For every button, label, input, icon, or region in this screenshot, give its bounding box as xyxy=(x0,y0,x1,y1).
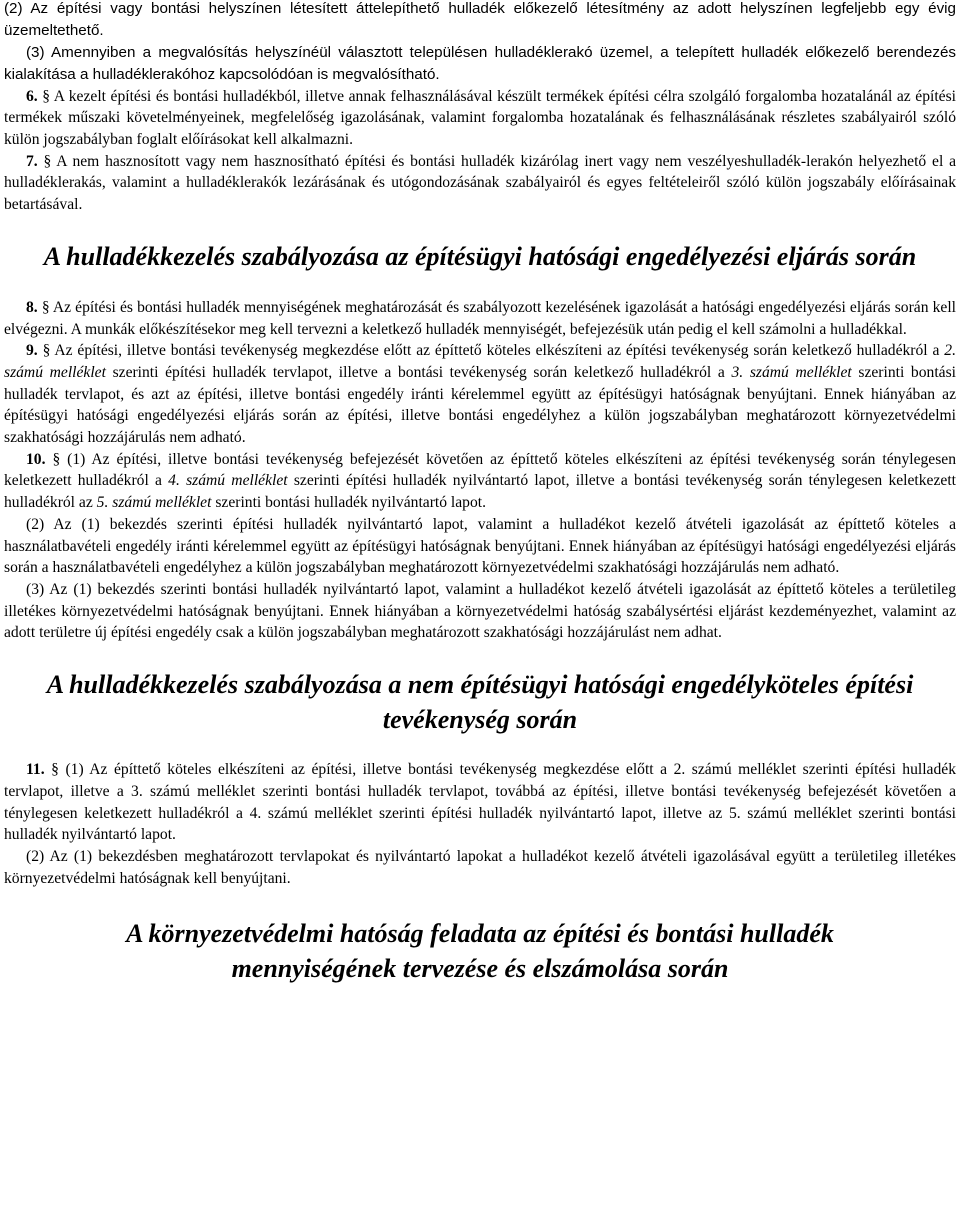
section-8 xyxy=(4,297,956,340)
section-sign: § xyxy=(51,761,59,779)
section-10-2: (2) Az (1) bekezdés szerinti építési hulladék nyilvántartó lapot, valamint a hulladékot kezelő átvételi igazolását az építtető köteles a használatbavételi engedély iránti kérelemmel együtt az építésügyi hatóságnak benyújtani. Ennek hiányában az építésügyi hatósági engedélyezési eljárás során a használatbavételi engedélyhez a külön jogszabályban meghatározott környezetvédelmi szakhatósági hozzájárulás nem adható. xyxy=(4,515,956,577)
section-text: Az építési és bontási hulladék mennyiségének meghatározását és szabályozott kezelésének igazolását a hatósági engedélyezési eljárás során kell elvégezni. A munkák előkészítésekor meg kell tervezni a keletkező hulladék mennyiségét, befejezésük után pedig el kell számolni a hulladékkal. xyxy=(4,298,957,338)
section-number: 11. xyxy=(26,761,45,779)
section-text: A kezelt építési és bontási hulladékból, illetve annak felhasználásával készült termékek építési célra szolgáló forgalomba hozatalánál az építési termékek műszaki követelményeinek, megfelelőség igazolásának, valamint forgalomba hozatalának és felhasználásának részletes szabályairól szóló külön jogszabályban foglalt előírásokat kell alkalmazni. xyxy=(4,87,956,149)
annex-reference: 2. számú melléklet xyxy=(4,342,956,381)
section-number: 8. xyxy=(26,298,38,316)
section-text: szerinti építési hulladék nyilvántartó lapot, illetve a bontási tevékenység során ténylegesen keletkezett hulladékról az xyxy=(4,472,956,512)
section-9 xyxy=(4,340,956,449)
section-7 xyxy=(4,151,956,216)
section-sign: § xyxy=(43,152,52,170)
section-sign: § xyxy=(41,298,50,316)
section-text: szerinti bontási hulladék nyilvántartó lapot. xyxy=(211,494,486,512)
section-number: 7. xyxy=(26,152,38,170)
section-text: A nem hasznosított vagy nem hasznosítható építési és bontási hulladék kizárólag inert vagy nem veszélyeshulladék-lerakón helyezhető el a hulladéklerakás, valamint a hulladéklerakók lezárásának és utógondozásának szabályairól és egyes feltételeiről szóló külön jogszabály előírásainak betartásával. xyxy=(4,152,956,214)
section-text: (1) Az építési, illetve bontási tevékenység befejezését követően az építtető köteles elkészíteni az építési tevékenység során ténylegesen keletkezett hulladékról a xyxy=(4,450,956,490)
annex-reference: 3. számú melléklet xyxy=(731,363,852,381)
section-text: szerinti építési hulladék tervlapot, illetve a bontási tevékenység során keletkező hulladékról a xyxy=(105,363,732,381)
section-6 xyxy=(4,86,956,151)
section-text: (1) Az építtető köteles elkészíteni az építési, illetve bontási tevékenység megkezdése előtt a 2. számú melléklet szerinti építési hulladék tervlapot, illetve a 3. számú melléklet szerinti bontási hulladék tervlapot, továbbá az építési, illetve bontási tevékenység befejezését követően a ténylegesen keletkezett hulladékról a 4. számú melléklet szerinti építési hulladék nyilvántartó lapot, illetve az 5. számú melléklet szerinti bontási hulladék nyilvántartó lapot. xyxy=(4,761,956,844)
heading-environmental-authority: A környezetvédelmi hatóság feladata az építési és bontási hulladék mennyiségének tervezése és elszámolása során xyxy=(126,919,834,984)
heading-permit-procedure: A hulladékkezelés szabályozása az építésügyi hatósági engedélyezési eljárás során xyxy=(43,241,917,271)
section-sign: § xyxy=(42,87,51,105)
section-sign: § xyxy=(52,450,61,468)
paragraph-5-3: (3) Amennyiben a megvalósítás helyszínéül választott településen hulladéklerakó üzemel, a telepített hulladék előkezelő berendezés kialakítása a hulladéklerakóhoz kapcsolódóan is megvalósítható. xyxy=(4,43,956,83)
heading-non-permit-activity: A hulladékkezelés szabályozása a nem építésügyi hatósági engedélyköteles építési tevékenység során xyxy=(46,670,914,735)
section-10-1 xyxy=(4,449,956,514)
section-10-3: (3) Az (1) bekezdés szerinti bontási hulladék nyilvántartó lapot, valamint a hulladékot kezelő átvételi igazolását az építtető köteles a területileg illetékes környezetvédelmi hatóságnak benyújtani. Ennek hiányában a környezetvédelmi hatóság szabálysértési eljárást kezdeményezhet, valamint az adott területre új építési engedély csak a külön jogszabályban meghatározott szakhatósági hozzájárulást nem adhat. xyxy=(4,580,956,642)
section-text: Az építési, illetve bontási tevékenység megkezdése előtt az építtető köteles elkészíteni az építési tevékenység során keletkező hulladékról a xyxy=(50,342,945,360)
section-number: 9. xyxy=(26,342,38,360)
section-11-2: (2) Az (1) bekezdésben meghatározott tervlapokat és nyilvántartó lapokat a hulladékot kezelő átvételi igazolásával együtt a területileg illetékes környezetvédelmi hatóságnak kell benyújtani. xyxy=(4,847,956,887)
section-11-1 xyxy=(4,759,956,846)
section-text: szerinti bontási hulladék tervlapot, és azt az építési, illetve bontási engedély iránti kérelemmel együtt az építésügyi hatóságnak benyújtani. Ennek hiányában az építésügyi hatósági engedélyezési eljárás során az építési, illetve bontási engedélyhez a külön jogszabályban meghatározott környezetvédelmi szakhatósági hozzájárulás nem adható. xyxy=(4,363,956,447)
paragraph-5-2: (2) Az építési vagy bontási helyszínen létesített áttelepíthető hulladék előkezelő létesítmény az adott helyszínen legfeljebb egy évig üzemeltethető. xyxy=(4,0,956,39)
section-sign: § xyxy=(42,342,51,360)
annex-reference: 5. számú melléklet xyxy=(96,494,212,512)
annex-reference: 4. számú melléklet xyxy=(168,472,288,490)
section-number: 6. xyxy=(26,87,38,105)
section-number: 10. xyxy=(26,450,46,468)
